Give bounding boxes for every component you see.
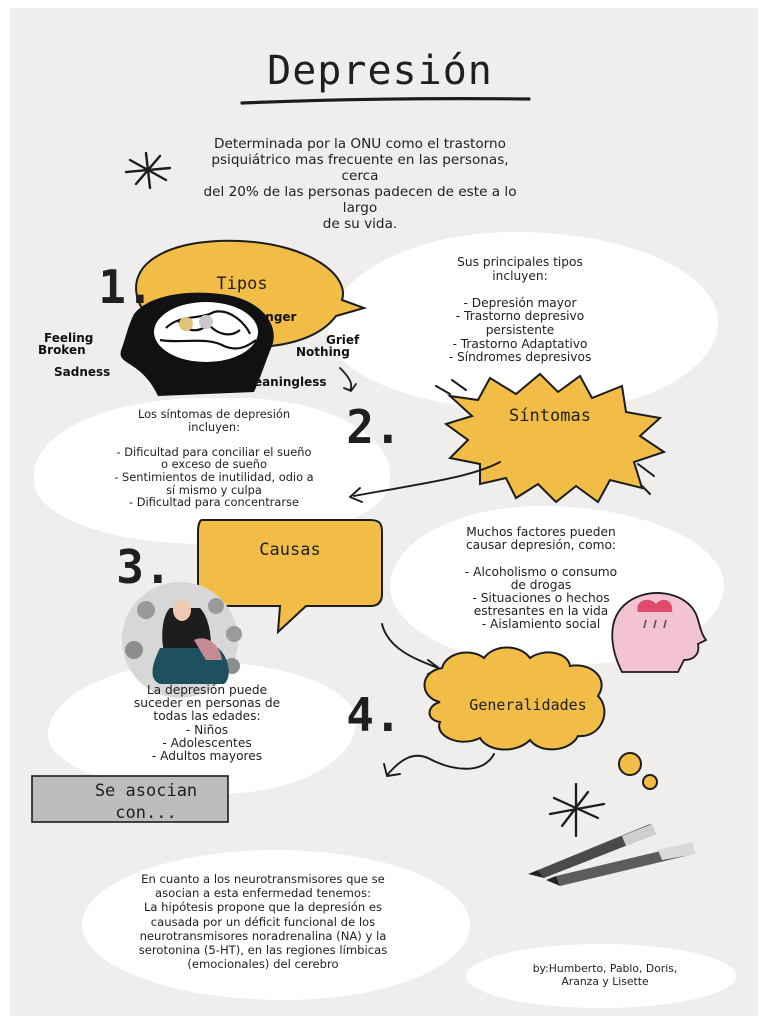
- asocian-label: Se asocian con...: [94, 781, 198, 823]
- section-number-one: 1.: [98, 260, 154, 314]
- head-word: Meaningless: [242, 375, 327, 389]
- section-number-three: 3.: [116, 540, 172, 594]
- head-word: Nothing: [296, 345, 350, 359]
- head-word: Broken: [38, 343, 86, 357]
- generalidades-label: Generalidades: [469, 696, 587, 714]
- head-words: [10, 8, 758, 1016]
- sintomas-text: Los síntomas de depresión incluyen: - Dificultad para conciliar el sueño o exceso de sueño - Sentimientos de inutilidad, odio a sí mismo y culpa - Dificultad para concentrarse: [114, 407, 314, 510]
- sintomas-label: Síntomas: [509, 406, 591, 426]
- head-word: Sadness: [54, 365, 111, 379]
- causas-text: Muchos factores pueden causar depresión, como: - Alcoholismo o consumo de drogas - Situaciones o hechos estresantes en la vida - Aislamiento social: [464, 525, 618, 632]
- tipos-label: Tipos: [216, 274, 268, 294]
- asocian-text: En cuanto a los neurotransmisores que se asocian a esta enfermedad tenemos: La hipótesis propone que la depresión es causada por un déficit funcional de los neurotransmisores noradrenalina (NA) y la serotonina (5-HT), en las regiones límbicas (emocionales) del cerebro: [138, 872, 388, 972]
- credits: by:Humberto, Pablo, Doris, Aranza y Lisette: [532, 962, 678, 988]
- section-number-four: 4.: [346, 688, 402, 742]
- intro-text: Determinada por la ONU como el trastorno psiquiátrico mas frecuente en las personas, cerca del 20% de las personas padecen de este a lo largo de su vida.: [203, 136, 517, 232]
- head-word: Anger: [256, 310, 297, 324]
- causas-label: Causas: [259, 540, 321, 560]
- infographic-page: [10, 8, 758, 1016]
- section-number-two: 2.: [346, 400, 402, 454]
- page-title: Depresión: [267, 48, 493, 94]
- head-word: Feeling: [44, 331, 94, 345]
- head-word: Grief: [326, 333, 360, 347]
- generalidades-text: La depresión puede suceder en personas de todas las edades: - Niños - Adolescentes - Adultos mayores: [133, 683, 281, 764]
- tipos-text: Sus principales tipos incluyen: - Depresión mayor - Trastorno depresivo persistente - Trastorno Adaptativo - Síndromes depresivos: [448, 255, 592, 365]
